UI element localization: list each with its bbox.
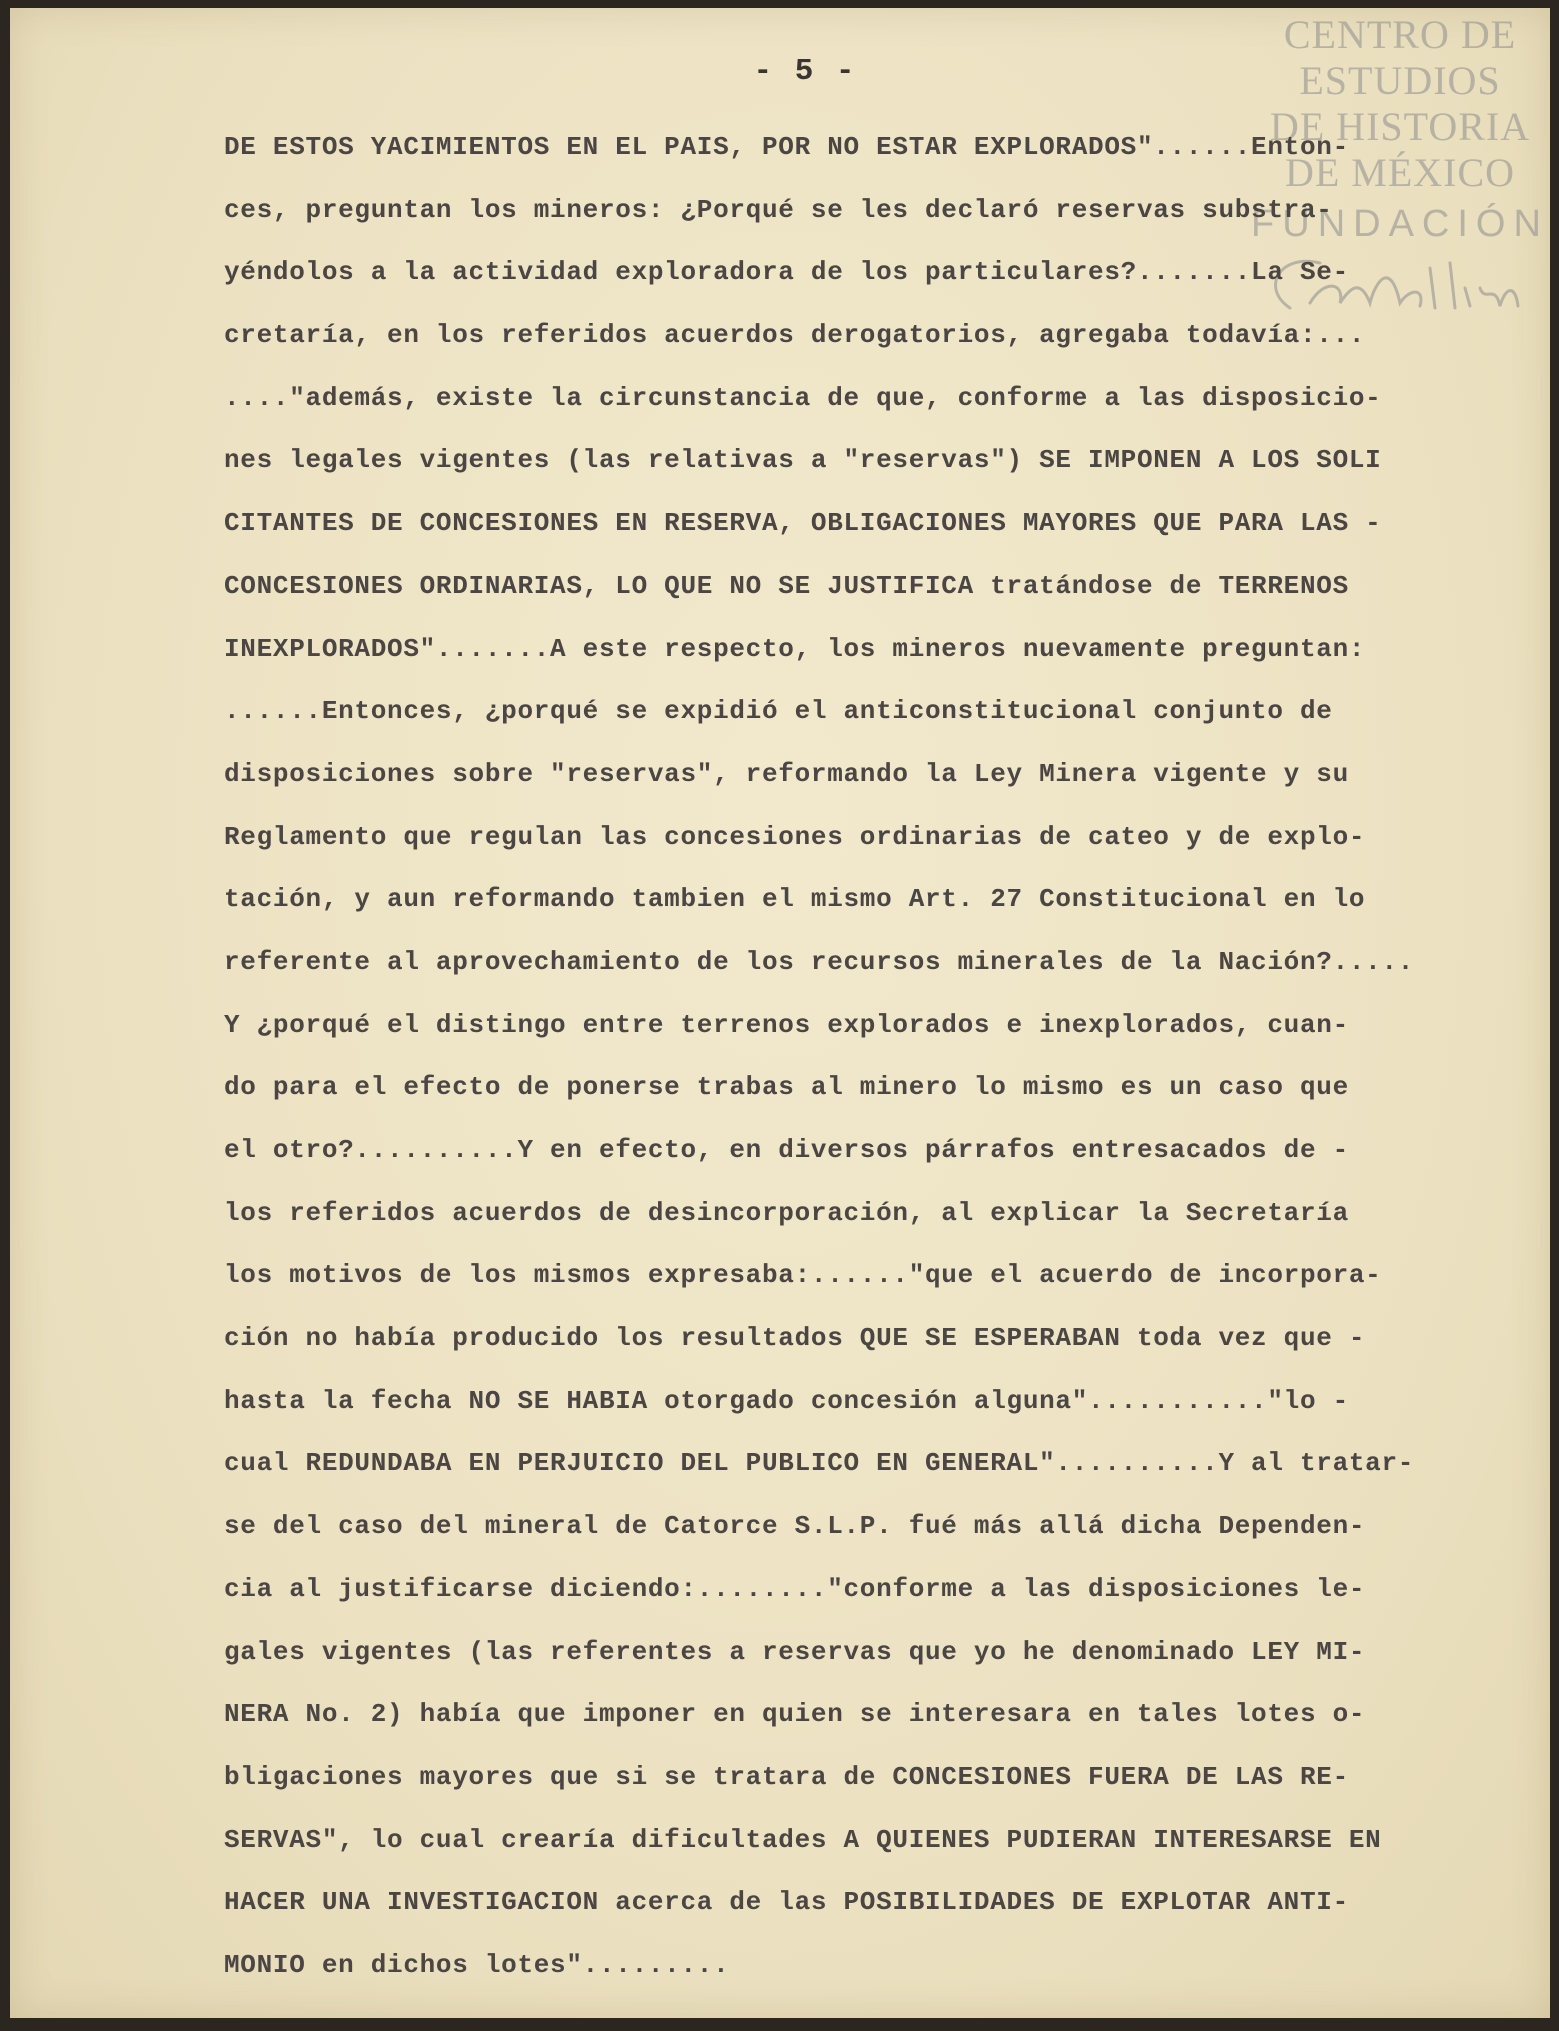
text-line: nes legales vigentes (las relativas a "reservas") SE IMPONEN A LOS SOLI <box>224 445 1382 476</box>
text-line: ......Entonces, ¿porqué se expidió el anticonstitucional conjunto de <box>224 696 1333 727</box>
text-line: Y ¿porqué el distingo entre terrenos explorados e inexplorados, cuan- <box>224 1009 1349 1040</box>
text-line: bligaciones mayores que si se tratara de CONCESIONES FUERA DE LAS RE- <box>224 1761 1349 1792</box>
text-line: ...."además, existe la circunstancia de que, conforme a las disposicio- <box>224 382 1382 413</box>
text-line: INEXPLORADOS".......A este respecto, los mineros nuevamente preguntan: <box>224 633 1366 664</box>
text-line: ces, preguntan los mineros: ¿Porqué se les declaró reservas substra- <box>224 194 1333 225</box>
text-line: Reglamento que regulan las concesiones ordinarias de cateo y de explo- <box>224 821 1366 852</box>
typed-body-text <box>224 116 1554 1997</box>
text-line: do para el efecto de ponerse trabas al minero lo mismo es un caso que <box>224 1072 1349 1103</box>
text-line: tación, y aun reformando tambien el mismo Art. 27 Constitucional en lo <box>224 884 1366 915</box>
page-number: - 5 - <box>753 54 857 89</box>
text-line: MONIO en dichos lotes"......... <box>224 1949 730 1980</box>
text-line: los motivos de los mismos expresaba:......"que el acuerdo de incorpora- <box>224 1260 1382 1291</box>
text-line: CITANTES DE CONCESIONES EN RESERVA, OBLIGACIONES MAYORES QUE PARA LAS - <box>224 508 1382 539</box>
text-line: SERVAS", lo cual crearía dificultades A QUIENES PUDIERAN INTERESARSE EN <box>224 1824 1382 1855</box>
text-line: yéndolos a la actividad exploradora de los particulares?.......La Se- <box>224 257 1349 288</box>
text-line: NERA No. 2) había que imponer en quien se interesara en tales lotes o- <box>224 1699 1366 1730</box>
text-line: disposiciones sobre "reservas", reformando la Ley Minera vigente y su <box>224 758 1349 789</box>
text-line: cretaría, en los referidos acuerdos derogatorios, agregaba todavía:... <box>224 320 1366 351</box>
text-line: se del caso del mineral de Catorce S.L.P. fué más allá dicha Dependen- <box>224 1511 1366 1542</box>
text-line: DE ESTOS YACIMIENTOS EN EL PAIS, POR NO ESTAR EXPLORADOS"......Enton- <box>224 132 1349 162</box>
watermark-line-3: DE HISTORIA <box>1269 104 1531 149</box>
document-page <box>10 8 1550 2018</box>
watermark-line-2: ESTUDIOS <box>1299 58 1501 103</box>
text-line: cia al justificarse diciendo:........"conforme a las disposiciones le- <box>224 1573 1366 1604</box>
watermark-line-1: CENTRO DE <box>1283 12 1517 57</box>
watermark-foundation: FUNDACIÓN <box>1251 203 1549 245</box>
watermark-line-4: DE MÉXICO <box>1284 150 1516 195</box>
text-line: el otro?..........Y en efecto, en diversos párrafos entresacados de - <box>224 1135 1349 1165</box>
text-line: gales vigentes (las referentes a reservas que yo he denominado LEY MI- <box>224 1636 1366 1667</box>
text-line: ción no había producido los resultados QUE SE ESPERABAN toda vez que - <box>224 1323 1366 1354</box>
text-line: cual REDUNDABA EN PERJUICIO DEL PUBLICO EN GENERAL"..........Y al tratar- <box>224 1448 1415 1479</box>
text-line: hasta la fecha NO SE HABIA otorgado concesión alguna"..........."lo - <box>224 1385 1349 1416</box>
text-line: HACER UNA INVESTIGACION acerca de las POSIBILIDADES DE EXPLOTAR ANTI- <box>224 1887 1349 1918</box>
text-line: los referidos acuerdos de desincorporación, al explicar la Secretaría <box>224 1197 1349 1228</box>
text-line: referente al aprovechamiento de los recursos minerales de la Nación?..... <box>224 946 1415 977</box>
text-line: CONCESIONES ORDINARIAS, LO QUE NO SE JUSTIFICA tratándose de TERRENOS <box>224 570 1349 601</box>
